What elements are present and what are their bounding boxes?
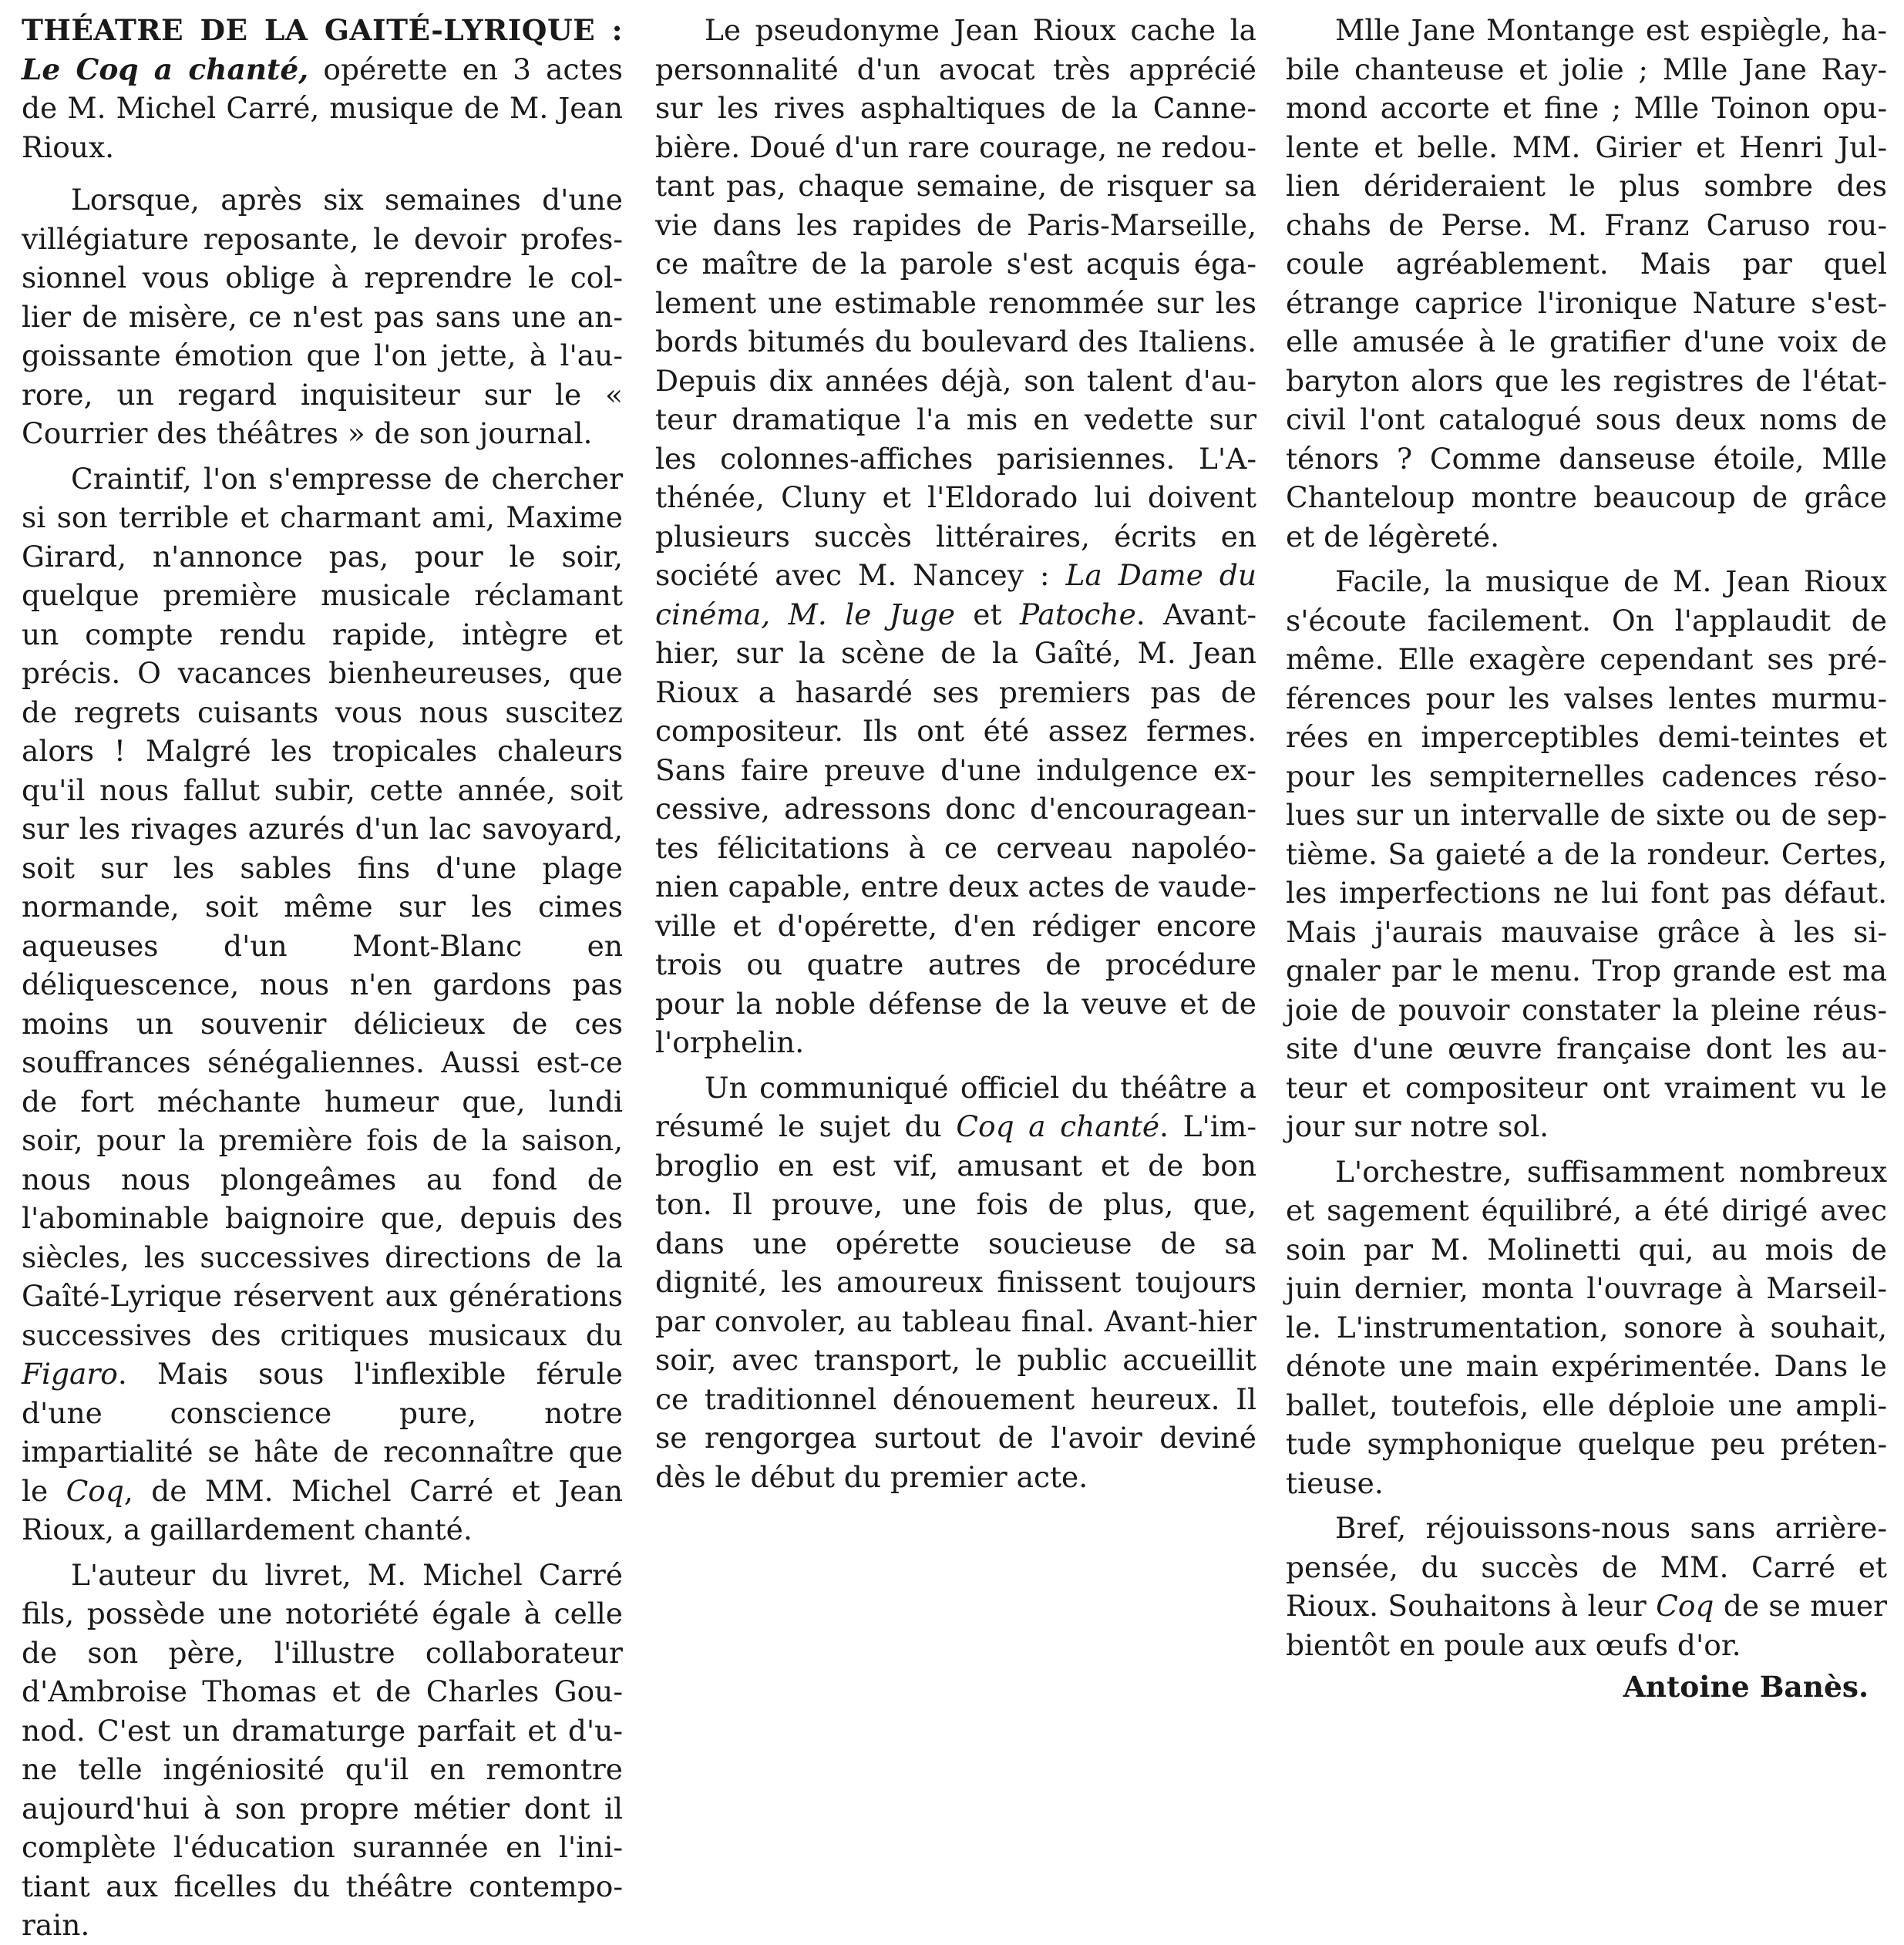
paragraph-5-text-a: Un communiqué officiel du théâtre a résumé le sujet du	[655, 1070, 1256, 1143]
paragraph-7: Facile, la musique de M. Jean Rioux s'écoute facilement. On l'applaudit de même. Elle exagère cependant ses préférences pour les valses lentes murmurées en imperceptibles demi-teintes et pour les sempiternelles cadences résolues sur un intervalle de sixte ou de septième. Sa gaieté a de la rondeur. Certes, les imperfections ne lui font pas défaut. Mais j'aurais mauvaise grâce à les signaler par le menu. Trop grande est ma joie de pouvoir constater la pleine réussite d'une œuvre française dont les auteur et compositeur ont vraiment vu le jour sur notre sol.	[1286, 564, 1887, 1143]
paragraph-1: Lorsque, après six semaines d'une villégiature reposante, le devoir professionnel vous oblige à reprendre le collier de misère, ce n'est pas sans une angoissante émotion que l'on jette, à l'aurore, un regard inquisiteur sur le « Courrier des théâtres » de son journal.	[22, 183, 623, 450]
paragraph-2-text-c: , de MM. Michel Carré et Jean Rioux, a gaillardement chanté.	[22, 1473, 623, 1546]
paragraph-2-text-b: . Mais sous l'inflexible férule d'une conscience pure, notre impartialité se hâte de reconnaître que le	[22, 1357, 623, 1508]
headline-theatre: THÉATRE DE LA GAITÉ-LYRIQUE :	[22, 13, 623, 47]
paragraph-9-coq: Coq	[1656, 1589, 1714, 1623]
paragraph-4-dame: La Dame du cinéma, M. le Juge	[655, 558, 1257, 631]
paragraph-2-text-a: Craintif, l'on s'empresse de chercher si son terrible et charmant ami, Maxime Girard, n'annonce pas, pour le soir, quelque première musicale réclamant un compte rendu rapide, intègre et précis. O vacances bienheureuses, que de regrets cuisants vous nous suscitez alors ! Malgré les tropicales chaleurs qu'il nous fallut subir, cette année, soit sur les rivages azurés d'un lac savoyard, soit sur les sables fins d'une plage normande, soit même sur les cimes aqueuses d'un Mont-Blanc en déliquescence, nous n'en gardons pas moins un souvenir délicieux de ces souffrances sénégaliennes. Aussi est-ce de fort méchante humeur que, lundi soir, pour la première fois de la saison, nous nous plongeâmes au fond de l'abominable baignoire que, depuis des siècles, les successives directions de la Gaîté-Lyrique réservent aux générations successives des critiques musicaux du	[22, 461, 623, 1352]
column-1	[22, 11, 623, 1945]
paragraph-5-coq: Coq a chanté	[956, 1109, 1160, 1143]
paragraph-2-coq: Coq	[66, 1473, 124, 1508]
paragraph-4	[655, 11, 1256, 1062]
column-3	[1286, 11, 1887, 1707]
paragraph-9-text-b: de se muer bientôt en poule aux œufs d'or.	[1286, 1589, 1888, 1662]
paragraph-4-patoche: Patoche	[1019, 597, 1136, 631]
headline	[22, 11, 623, 167]
paragraph-9-text-a: Bref, réjouissons-nous sans arrière-pensée, du succès de MM. Carré et Rioux. Souhaitons à leur	[1286, 1511, 1887, 1623]
column-2	[655, 11, 1256, 1496]
headline-rest: opérette en 3 actes de M. Michel Carré, musique de M. Jean Rioux.	[22, 52, 624, 164]
paragraph-9	[1286, 1509, 1887, 1664]
paragraph-2-figaro: Figaro	[22, 1357, 118, 1391]
paragraph-8: L'orchestre, suffisamment nombreux et sagement équilibré, a été dirigé avec soin par M. Molinetti qui, au mois de juin dernier, monta l'ouvrage à Marseille. L'instrumentation, sonore à souhait, dénote une main expérimentée. Dans le ballet, toutefois, elle déploie une amplitude symphonique quelque peu prétentieuse.	[1286, 1154, 1887, 1500]
paragraph-2	[22, 459, 623, 1550]
signature: Antoine Banès.	[1623, 1670, 1869, 1704]
headline-title: Le Coq a chanté,	[22, 52, 309, 86]
paragraph-5	[655, 1068, 1256, 1497]
paragraph-3: L'auteur du livret, M. Michel Carré fils, possède une notoriété égale à celle de son père, l'illustre collaborateur d'Ambroise Thomas et de Charles Gounod. C'est un dramaturge parfait et d'une telle ingéniosité qu'il en remontre aujourd'hui à son propre métier dont il complète l'éducation surannée en l'initiant aux ficelles du théâtre contemporain.	[22, 1557, 623, 1942]
paragraph-5-text-b: . L'imbroglio en est vif, amusant et de bon ton. Il prouve, une fois de plus, que, dans une opérette soucieuse de sa dignité, les amoureux finissent toujours par convoler, au tableau final. Avant-hier soir, avec transport, le public accueillit ce traditionnel dénouement heureux. Il se rengorgea surtout de l'avoir deviné dès le début du premier acte.	[655, 1109, 1256, 1494]
paragraph-6: Mlle Jane Montange est espiègle, habile chanteuse et jolie ; Mlle Jane Raymond accorte et fine ; Mlle Toinon opulente et belle. MM. Girier et Henri Jullien dérideraient le plus sombre des chahs de Perse. M. Franz Caruso roucoule agréablement. Mais par quel étrange caprice l'ironique Nature s'est-elle amusée à le gratifier d'une voix de baryton alors que les registres de l'état-civil l'ont catalogué sous deux noms de ténors ? Comme danseuse étoile, Mlle Chanteloup montre beaucoup de grâce et de légèreté.	[1286, 13, 1887, 554]
paragraph-4-text-b: . Avant-hier, sur la scène de la Gaîté, M. Jean Rioux a hasardé ses premiers pas de compositeur. Ils ont été assez fermes. Sans faire preuve d'une indulgence excessive, adressons donc d'encourageantes félicitations à ce cerveau napoléonien capable, entre deux actes de vaudeville et d'opérette, d'en rédiger encore trois ou quatre autres de procédure pour la noble défense de la veuve et de l'orphelin.	[655, 597, 1257, 1059]
paragraph-4-et: et	[973, 597, 1002, 631]
paragraph-4-text-a: Le pseudonyme Jean Rioux cache la personnalité d'un avocat très apprécié sur les rives asphaltiques de la Cannebière. Doué d'un rare courage, ne redoutant pas, chaque semaine, de risquer sa vie dans les rapides de Paris-Marseille, ce maître de la parole s'est acquis également une estimable renommée sur les bords bitumés du boulevard des Italiens. Depuis dix années déjà, son talent d'auteur dramatique l'a mis en vedette sur les colonnes-affiches parisiennes. L'Athénée, Cluny et l'Eldorado lui doivent plusieurs succès littéraires, écrits en société avec M. Nancey :	[655, 13, 1256, 592]
